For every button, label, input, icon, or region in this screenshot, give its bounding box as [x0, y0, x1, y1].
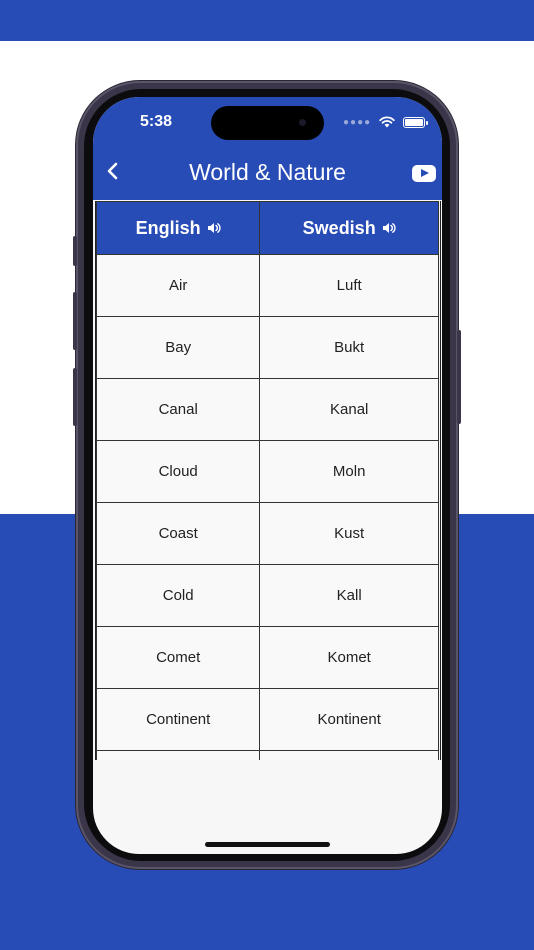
- vocabulary-table: [95, 201, 441, 760]
- home-indicator[interactable]: [205, 842, 330, 847]
- table-row[interactable]: [97, 565, 439, 627]
- cell-english[interactable]: Air: [97, 255, 260, 317]
- phone-volume-up-button: [73, 292, 77, 350]
- table-row[interactable]: [97, 255, 439, 317]
- cell-english[interactable]: Cloud: [97, 441, 260, 503]
- cell-swedish[interactable]: Kontinent: [260, 689, 439, 751]
- cell-swedish[interactable]: [260, 751, 439, 761]
- cell-english[interactable]: Canal: [97, 379, 260, 441]
- page-title: World & Nature: [189, 159, 346, 185]
- cell-english[interactable]: Continent: [97, 689, 260, 751]
- phone-power-button: [457, 330, 461, 424]
- table-row[interactable]: [97, 751, 439, 761]
- status-time: 5:38: [140, 113, 173, 130]
- wifi-icon: [379, 116, 395, 128]
- cellular-signal-icon: ●●●●: [343, 116, 372, 128]
- app-bar: [93, 97, 442, 200]
- speaker-icon[interactable]: [382, 221, 396, 235]
- table-row[interactable]: [97, 503, 439, 565]
- youtube-icon[interactable]: [412, 165, 436, 182]
- phone-action-button: [73, 236, 77, 266]
- cell-english[interactable]: Coast: [97, 503, 260, 565]
- table-row[interactable]: [97, 627, 439, 689]
- cell-english[interactable]: Cold: [97, 565, 260, 627]
- header-swedish[interactable]: Swedish: [260, 202, 439, 255]
- cell-english[interactable]: [97, 751, 260, 761]
- phone-volume-down-button: [73, 368, 77, 426]
- cell-swedish[interactable]: Kall: [260, 565, 439, 627]
- table-row[interactable]: [97, 441, 439, 503]
- status-icons: [343, 115, 425, 129]
- table-row[interactable]: [97, 689, 439, 751]
- table-row[interactable]: [97, 317, 439, 379]
- table-header-row: [97, 202, 439, 255]
- battery-icon: [403, 117, 425, 128]
- table-row[interactable]: [97, 379, 439, 441]
- phone-screen: [93, 97, 442, 854]
- cell-swedish[interactable]: Komet: [260, 627, 439, 689]
- speaker-icon[interactable]: [207, 221, 221, 235]
- camera-dot: [299, 119, 306, 126]
- cell-swedish[interactable]: Kust: [260, 503, 439, 565]
- cell-swedish[interactable]: Moln: [260, 441, 439, 503]
- cell-english[interactable]: Comet: [97, 627, 260, 689]
- cell-swedish[interactable]: Bukt: [260, 317, 439, 379]
- background-top-band: [0, 0, 534, 41]
- cell-english[interactable]: Bay: [97, 317, 260, 379]
- dynamic-island: [211, 106, 324, 140]
- header-english[interactable]: English: [97, 202, 260, 255]
- cell-swedish[interactable]: Kanal: [260, 379, 439, 441]
- cell-swedish[interactable]: Luft: [260, 255, 439, 317]
